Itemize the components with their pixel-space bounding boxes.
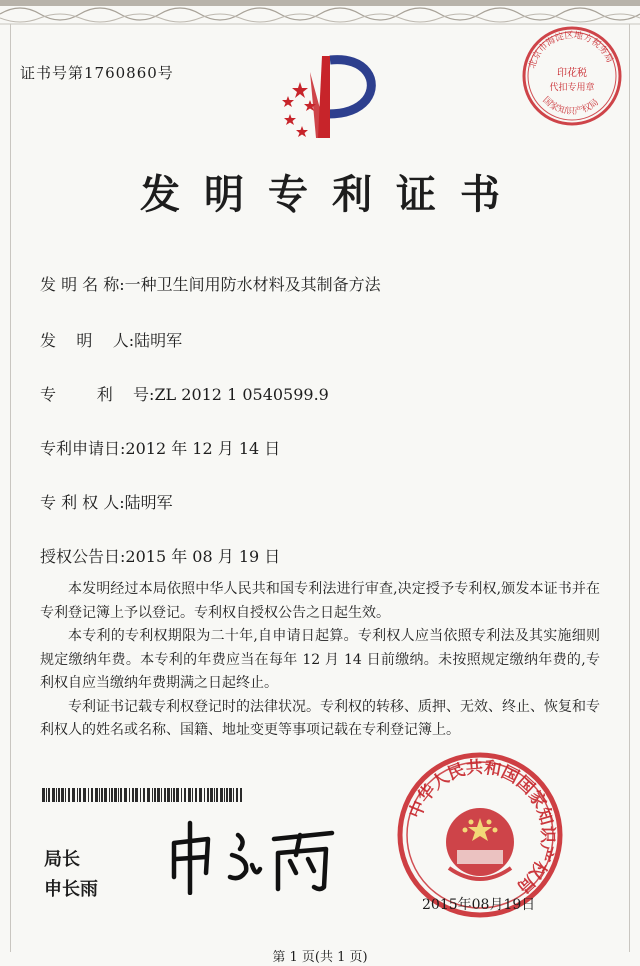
paragraph: 本发明经过本局依照中华人民共和国专利法进行审查,决定授予专利权,颁发本证书并在专利登记簿上予以登记。专利权自授权公告之日起生效。 [40,581,600,621]
field-label: 专 利 号: [40,385,155,404]
field-label: 专 利 权 人: [40,493,125,512]
page-number: 第 1 页(共 1 页) [272,950,368,965]
ornamental-border-top [0,0,640,26]
field-grant-date [40,544,280,567]
certificate-body [40,578,600,743]
signatory-name: 申长雨 [44,879,98,900]
field-value: ZL 2012 1 0540599.9 [154,385,329,404]
field-value: 2012 年 12 月 14 日 [125,439,281,458]
issue-date: 2015年08月19日 [422,897,536,913]
paragraph: 专利证书记载专利权登记时的法律状况。专利权的转移、质押、无效、终止、恢复和专利权人的姓名或名称、国籍、地址变更等事项记载在专利登记簿上。 [40,698,600,738]
handwritten-signature [160,815,340,895]
field-value: 2015 年 08 月 19 日 [125,547,281,566]
barcode [42,788,242,802]
certificate-title: 发明专利证书 [140,171,524,218]
field-invention-name [40,272,381,295]
tax-seal [520,24,624,128]
svg-text:北京市海淀区地方税务局 [526,29,615,70]
field-filing-date [40,436,280,459]
field-value: 陆明军 [134,331,183,350]
field-label: 发 明 名 称: [40,275,125,294]
signatory-role: 局长 [44,849,80,870]
certificate-number: 证书号第1760860号 [20,64,174,82]
field-label: 授权公告日: [40,547,126,566]
field-inventor [40,328,182,351]
seal-main-text: 中华人民共和国国家知识产权局 [405,757,558,897]
cnipa-logo-icon [270,52,380,144]
field-patentee [40,490,173,513]
tax-seal-line2: 代扣专用章 [549,83,595,93]
field-value: 陆明军 [124,493,173,512]
field-label: 发 明 人: [40,331,135,350]
tax-seal-outer-text: 北京市海淀区地方税务局 [527,30,615,70]
paragraph: 本专利的专利权期限为二十年,自申请日起算。专利权人应当依照专利法及其实施细则规定缴纳年费。本专利的年费应当在每年 12 月 14 日前缴纳。未按照规定缴纳年费的,专利权自应当缴纳年费期满之日起终止。 [40,628,600,691]
tax-seal-bottom-text: 国家知识产权局 [540,95,601,118]
tax-seal-line1: 印花税 [557,68,587,79]
field-value: 一种卫生间用防水材料及其制备方法 [124,275,381,294]
field-label: 专利申请日: [40,439,126,458]
field-patent-number [40,382,329,405]
